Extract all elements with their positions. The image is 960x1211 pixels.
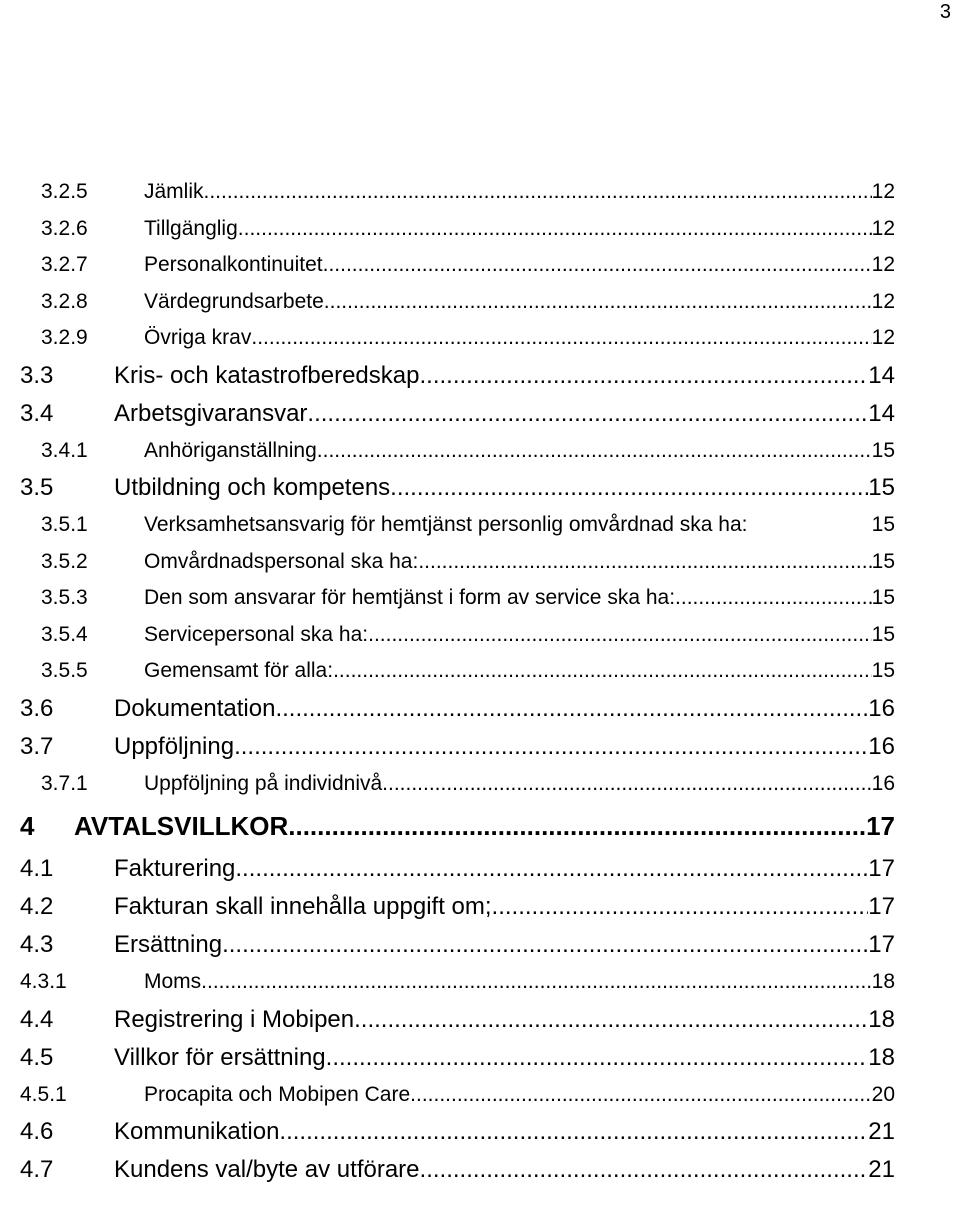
toc-entry-page: 15 [871,586,895,609]
toc-entry[interactable] [20,320,895,357]
toc-dot-leader [279,1113,868,1151]
toc-entry[interactable] [20,1039,895,1077]
toc-dot-leader [354,1001,868,1039]
toc-entry-number: 3.5.3 [41,586,88,609]
toc-dot-leader [234,728,868,766]
toc-entry[interactable] [20,850,895,888]
toc-entry-title: Registrering i Mobipen [114,1005,355,1033]
toc-dot-leader [275,690,868,728]
toc-dot-leader [201,964,871,1001]
toc-entry-title: AVTALSVILLKOR [74,811,289,841]
toc-entry-number: 3.5 [20,474,54,501]
toc-entry-number: 4 [20,811,35,841]
toc-dot-leader [204,174,872,211]
toc-dot-leader [390,469,868,507]
toc-entry-number: 3.5.2 [41,549,88,573]
toc-entry-page: 21 [868,1156,895,1183]
toc-entry[interactable] [20,1113,895,1151]
toc-entry-page: 15 [871,549,895,573]
toc-dot-leader [675,580,872,617]
toc-dot-leader [382,766,871,803]
toc-entry-title: Fakturering [114,855,236,882]
toc-entry-number: 3.7 [20,732,54,760]
toc-dot-leader [418,544,871,581]
toc-entry-number: 4.4 [20,1005,54,1033]
toc-dot-leader [326,1039,869,1077]
toc-entry-number: 3.4.1 [41,438,88,462]
toc-entry-number: 4.2 [20,893,54,920]
toc-entry-page: 17 [868,855,895,882]
toc-entry-number: 4.5 [20,1043,54,1071]
toc-entry-number: 3.2.8 [41,289,88,313]
toc-entry-number: 3.5.4 [41,622,88,646]
toc-entry-number: 3.2.7 [41,253,88,276]
toc-entry-title: Arbetsgivaransvar [114,399,308,427]
toc-dot-leader [368,617,872,654]
toc-entry-page: 18 [871,970,895,993]
toc-entry-number: 4.5.1 [20,1082,67,1106]
toc-entry-number: 3.7.1 [41,771,88,795]
toc-entry-page: 20 [871,1082,895,1106]
toc-entry-number: 3.3 [20,361,54,389]
toc-entry-title: Ersättning [114,931,223,958]
toc-entry-title: Verksamhetsansvarig för hemtjänst personlig omvårdnad ska ha: [144,513,748,536]
toc-entry-page: 12 [871,180,895,203]
toc-entry-number: 3.2.6 [41,216,88,240]
toc-entry-title: Utbildning och kompetens [114,474,391,501]
toc-entry-page: 18 [868,1043,895,1071]
toc-dot-leader [288,802,866,850]
table-of-contents [20,174,895,1189]
toc-entry-title: Kundens val/byte av utförare [114,1156,420,1183]
toc-entry[interactable] [20,580,895,617]
toc-entry-page: 12 [871,289,895,313]
toc-entry-title: Gemensamt för alla: [144,659,334,682]
toc-entry[interactable] [20,728,895,766]
toc-entry[interactable] [20,888,895,926]
toc-entry[interactable] [20,357,895,395]
toc-dot-leader [410,1077,871,1114]
toc-entry[interactable] [20,507,895,544]
toc-entry[interactable] [20,544,895,581]
toc-entry[interactable] [20,1001,895,1039]
toc-entry[interactable] [20,653,895,690]
toc-entry[interactable] [20,1151,895,1189]
toc-entry-page: 12 [871,326,895,349]
toc-entry-page: 15 [871,659,895,682]
toc-entry-page: 15 [871,513,895,536]
toc-entry[interactable] [20,247,895,284]
page-number: 3 [939,1,951,23]
toc-entry-number: 3.2.5 [41,180,88,203]
toc-entry-number: 3.5.1 [41,513,88,536]
toc-entry-page: 15 [868,474,895,501]
toc-entry[interactable] [20,964,895,1001]
toc-dot-leader [324,284,872,321]
toc-entry-number: 3.6 [20,694,54,722]
toc-dot-leader [251,320,871,357]
toc-entry-title: Procapita och Mobipen Care [144,1082,411,1106]
toc-entry-title: Anhöriganställning [144,438,317,462]
toc-dot-leader [238,211,872,248]
toc-entry-title: Kris- och katastrofberedskap [114,361,420,389]
toc-entry-title: Övriga krav [144,326,252,349]
toc-entry-title: Dokumentation [114,694,276,722]
toc-entry[interactable] [20,469,895,507]
toc-dot-leader [492,888,869,926]
toc-dot-leader [317,433,872,470]
toc-entry-page: 15 [871,622,895,646]
toc-entry-title: Uppföljning [114,732,235,760]
toc-entry-page: 16 [868,732,895,760]
toc-entry-page: 14 [868,399,895,427]
toc-entry-title: Servicepersonal ska ha: [144,622,369,646]
toc-dot-leader [420,1151,869,1189]
toc-entry[interactable] [20,766,895,803]
toc-dot-leader [333,653,872,690]
toc-entry-title: Omvårdnadspersonal ska ha: [144,549,419,573]
toc-entry[interactable] [20,433,895,470]
toc-dot-leader [307,395,868,433]
toc-entry[interactable] [20,211,895,248]
toc-entry[interactable] [20,395,895,433]
toc-entry-page: 12 [871,253,895,276]
toc-dot-leader [323,247,872,284]
toc-entry-number: 4.6 [20,1118,54,1145]
toc-entry-page: 12 [871,216,895,240]
toc-dot-leader [419,357,868,395]
toc-entry-page: 17 [868,931,895,958]
toc-entry-title: Moms [144,970,202,993]
toc-entry[interactable] [20,1077,895,1114]
toc-entry-title: Personalkontinuitet [144,253,323,276]
toc-entry-page: 18 [868,1005,895,1033]
toc-dot-leader [235,850,868,888]
toc-entry-page: 17 [868,893,895,920]
toc-entry[interactable] [20,284,895,321]
toc-entry[interactable] [20,617,895,654]
toc-entry-number: 4.1 [20,855,54,882]
toc-entry[interactable] [20,926,895,964]
toc-entry-page: 16 [868,694,895,722]
toc-entry[interactable] [20,690,895,728]
toc-entry-number: 4.7 [20,1156,54,1183]
toc-dot-leader [222,926,868,964]
toc-entry-page: 21 [868,1118,895,1145]
toc-entry-number: 3.5.5 [41,659,88,682]
toc-entry-title: Fakturan skall innehålla uppgift om; [114,893,492,920]
toc-entry-title: Uppföljning på individnivå [144,771,383,795]
toc-entry-number: 4.3 [20,931,54,958]
toc-entry-number: 3.2.9 [41,326,88,349]
toc-entry-page: 14 [868,361,895,389]
toc-entry-number: 4.3.1 [20,970,67,993]
toc-entry-title: Kommunikation [114,1118,280,1145]
toc-entry-title: Jämlik [144,180,204,203]
toc-entry-title: Villkor för ersättning [114,1043,326,1071]
toc-entry-page: 16 [871,771,895,795]
toc-entry-page: 15 [871,438,895,462]
toc-entry-number: 3.4 [20,399,54,427]
toc-entry-title: Den som ansvarar för hemtjänst i form av service ska ha: [144,586,676,609]
toc-entry-title: Tillgänglig [144,216,238,240]
toc-entry-page: 17 [866,811,895,841]
toc-entry[interactable] [20,802,895,850]
toc-entry-title: Värdegrundsarbete [144,289,324,313]
toc-entry[interactable] [20,174,895,211]
